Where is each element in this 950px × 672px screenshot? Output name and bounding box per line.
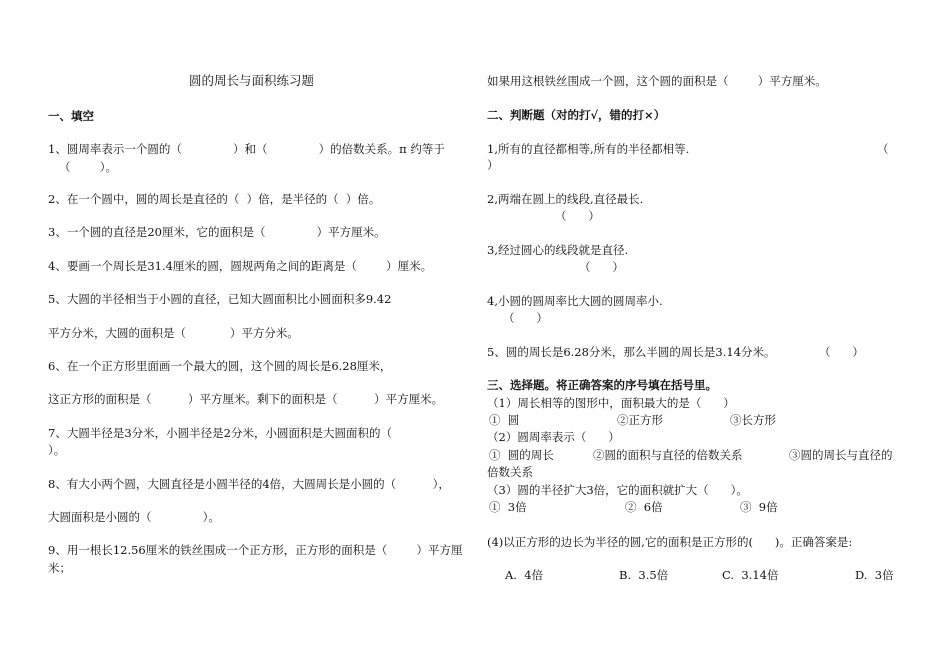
choice-q2: （2）圆周率表示（ ） bbox=[487, 430, 620, 444]
section-choice-heading: 三、选择题。将正确答案的序号填在括号里。 bbox=[487, 378, 717, 392]
question-5-line-1: 5、大圆的半径相当于小圆的直径，已知大圆面积比小圆面积多9.42 bbox=[48, 292, 392, 306]
question-9-continued: 如果用这根铁丝围成一个圆，这个圆的面积是（ ）平方厘米。 bbox=[487, 74, 827, 88]
choice-q3-option-2: ② 6倍 bbox=[625, 500, 663, 514]
judge-1-answer-blank-close: ） bbox=[487, 158, 499, 172]
judge-1-answer-blank-open: （ bbox=[877, 142, 889, 156]
question-9-line-1: 9、用一根长12.56厘米的铁丝围成一个正方形，正方形的面积是（ ）平方厘 bbox=[48, 543, 463, 557]
section-fill-blank-heading: 一、填空 bbox=[48, 109, 94, 123]
question-7-line-1: 7、大圆半径是3分米，小圆半径是2分米，小圆面积是大圆面积的（ bbox=[48, 426, 392, 440]
choice-q1-option-3: ③长方形 bbox=[730, 413, 776, 427]
choice-q4-option-c: C. 3.14倍 bbox=[722, 568, 779, 582]
question-5-line-2: 平方分米，大圆的面积是（ ）平方分米。 bbox=[48, 326, 299, 340]
question-2: 2、在一个圆中，圆的周长是直径的（ ）倍，是半径的（ ）倍。 bbox=[48, 192, 381, 206]
question-8-line-2: 大圆面积是小圆的（ ）。 bbox=[48, 510, 220, 524]
question-6-line-1: 6、在一个正方形里面画一个最大的圆，这个圆的周长是6.28厘米， bbox=[48, 359, 392, 373]
choice-q2-option-1: ① 圆的周长 bbox=[489, 448, 554, 462]
choice-q2-option-3: ③圆的周长与直径的 bbox=[789, 448, 893, 462]
choice-q2-option-3-continued: 倍数关系 bbox=[487, 465, 533, 479]
judge-3-answer-blank: （ ） bbox=[579, 260, 624, 274]
judge-2-text: 2,两端在圆上的线段,直径最长. bbox=[487, 192, 644, 206]
question-8-line-1: 8、有大小两个圆，大圆直径是小圆半径的4倍，大圆周长是小圆的（ ）， bbox=[48, 477, 450, 491]
choice-q4-option-d: D. 3倍 bbox=[855, 568, 894, 582]
choice-q3: （3）圆的半径扩大3倍，它的面积就扩大（ ）。 bbox=[487, 483, 748, 497]
choice-q1-option-2: ②正方形 bbox=[617, 413, 663, 427]
choice-q4-option-b: B. 3.5倍 bbox=[619, 568, 669, 582]
choice-q2-option-2: ②圆的面积与直径的倍数关系 bbox=[593, 448, 743, 462]
choice-q1-option-1: ① 圆 bbox=[489, 413, 520, 427]
judge-3-text: 3,经过圆心的线段就是直径. bbox=[487, 243, 629, 257]
judge-5-answer-blank: （ ） bbox=[819, 345, 864, 359]
question-7-line-2: ）。 bbox=[48, 443, 66, 457]
judge-4-text: 4,小圆的圆周率比大圆的圆周率小. bbox=[487, 294, 663, 308]
choice-q3-option-1: ① 3倍 bbox=[489, 500, 527, 514]
choice-q4-option-a: A. 4倍 bbox=[505, 568, 544, 582]
question-4: 4、要画一个周长是31.4厘米的圆，圆规两角之间的距离是（ ）厘米。 bbox=[48, 259, 433, 273]
judge-1-text: 1,所有的直径都相等,所有的半径都相等. bbox=[487, 142, 690, 156]
section-true-false-heading: 二、判断题（对的打√，错的打×） bbox=[487, 108, 666, 122]
choice-q3-option-3: ③ 9倍 bbox=[740, 500, 778, 514]
question-3: 3、一个圆的直径是20厘米，它的面积是（ ）平方厘米。 bbox=[48, 225, 386, 239]
judge-5-text: 5、圆的周长是6.28分米，那么半圆的周长是3.14分米。 bbox=[487, 345, 776, 359]
judge-2-answer-blank: （ ） bbox=[555, 209, 600, 223]
question-9-line-2: 米； bbox=[48, 561, 71, 575]
page-title: 圆的周长与面积练习题 bbox=[189, 73, 315, 88]
question-1-line-2: （ ）。 bbox=[48, 160, 117, 174]
choice-q4: (4)以正方形的边长为半径的圆,它的面积是正方形的( )。正确答案是: bbox=[487, 535, 853, 549]
judge-4-answer-blank: （ ） bbox=[503, 311, 548, 325]
question-6-line-2: 这正方形的面积是（ ）平方厘米。剩下的面积是（ ）平方厘米。 bbox=[48, 392, 444, 406]
choice-q1: （1）周长相等的图形中，面积最大的是（ ） bbox=[487, 396, 735, 410]
question-1-line-1: 1、圆周率表示一个圆的（ ）和（ ）的倍数关系。π 约等于 bbox=[48, 142, 445, 156]
